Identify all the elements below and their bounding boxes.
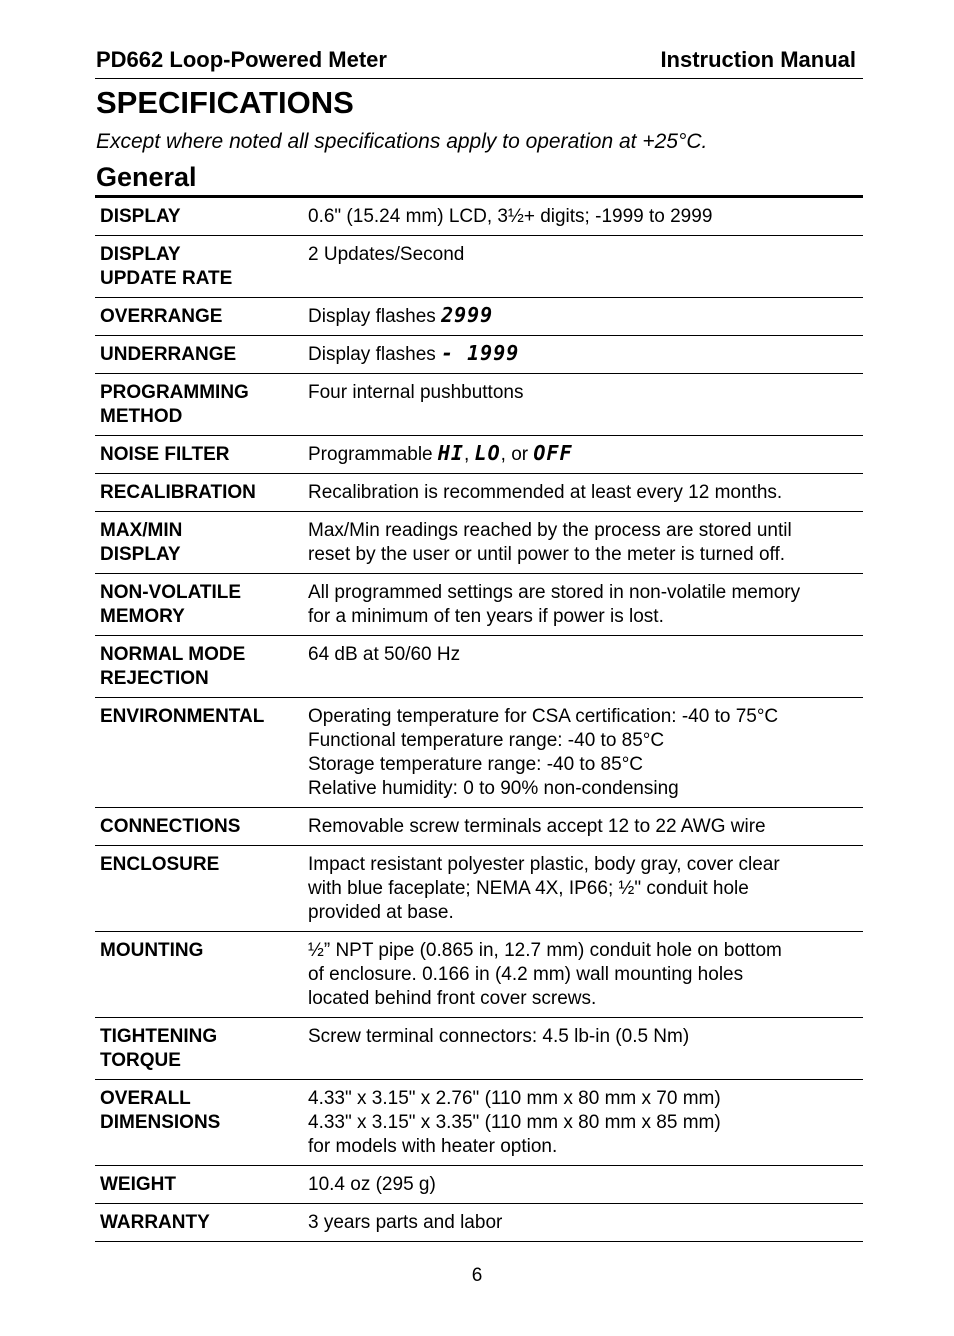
spec-label: RECALIBRATION [100,482,256,503]
spec-value [307,436,863,473]
spec-row [95,336,863,374]
spec-value [307,512,863,573]
section-heading: General [96,162,197,192]
spec-value-line: with blue faceplate; NEMA 4X, IP66; ½" conduit hole [308,878,749,899]
spec-value [307,1080,863,1165]
spec-label: MOUNTING [100,940,204,961]
spec-value-text: Display flashes [308,344,442,365]
spec-row [95,1204,863,1242]
spec-value-line: provided at base. [308,902,454,923]
spec-value-text: , or [500,444,534,465]
lcd-display-text: HI [437,441,464,465]
spec-value-line [308,443,863,467]
spec-value [307,298,863,335]
spec-label: PROGRAMMING METHOD [100,382,249,427]
spec-value-line: 3 years parts and labor [308,1212,503,1233]
spec-value [307,698,863,807]
page-number: 6 [471,1265,483,1286]
spec-row [95,846,863,932]
spec-value [307,1204,863,1241]
spec-value [307,336,863,373]
spec-label: CONNECTIONS [100,816,241,837]
page-subtitle: Except where noted all specifications apply to operation at +25°C. [96,130,708,153]
spec-value-line: ½” NPT pipe (0.865 in, 12.7 mm) conduit hole on bottom [308,940,782,961]
spec-label: ENVIRONMENTAL [100,706,265,727]
spec-value [307,636,863,697]
spec-row [95,636,863,698]
spec-row [95,932,863,1018]
spec-label: NORMAL MODE REJECTION [100,644,246,689]
spec-row [95,512,863,574]
spec-value-line: 2 Updates/Second [308,244,465,265]
spec-label: NOISE FILTER [100,444,230,465]
spec-value [307,574,863,635]
spec-value-line: Screw terminal connectors: 4.5 lb-in (0.5 Nm) [308,1026,690,1047]
spec-label: DISPLAY UPDATE RATE [100,244,233,289]
spec-value-line: All programmed settings are stored in non-volatile memory [308,582,801,603]
spec-row [95,574,863,636]
spec-value-line: Removable screw terminals accept 12 to 22 AWG wire [308,816,766,837]
lcd-display-text: 2999 [441,303,494,327]
spec-label: UNDERRANGE [100,344,237,365]
spec-row [95,374,863,436]
spec-label: OVERRANGE [100,306,223,327]
spec-value-line: Four internal pushbuttons [308,382,524,403]
spec-value-line: 4.33" x 3.15" x 3.35" (110 mm x 80 mm x 85 mm) [308,1112,721,1133]
spec-value-line: 64 dB at 50/60 Hz [308,644,461,665]
spec-value-line: reset by the user or until power to the meter is turned off. [308,544,786,565]
spec-value-line: Recalibration is recommended at least every 12 months. [308,482,783,503]
spec-value-line: 4.33" x 3.15" x 2.76" (110 mm x 80 mm x 70 mm) [308,1088,721,1109]
spec-value-line: 0.6" (15.24 mm) LCD, 3½+ digits; -1999 to 2999 [308,206,713,227]
spec-table [95,195,863,1242]
spec-value-line [308,305,863,329]
page-header [95,46,863,79]
spec-row [95,474,863,512]
spec-value [307,1166,863,1203]
spec-value-line: Functional temperature range: -40 to 85°C [308,730,665,751]
spec-row [95,298,863,336]
spec-label: OVERALL DIMENSIONS [100,1088,221,1133]
spec-value [307,374,863,435]
spec-value-text: , [463,444,475,465]
spec-value [307,198,863,235]
header-product: PD662 Loop-Powered Meter [96,47,387,72]
spec-value-line: for models with heater option. [308,1136,558,1157]
spec-row [95,436,863,474]
spec-row [95,1166,863,1204]
spec-row [95,236,863,298]
spec-value [307,474,863,511]
spec-row [95,698,863,808]
spec-value-line: of enclosure. 0.166 in (4.2 mm) wall mounting holes [308,964,744,985]
spec-value-line: for a minimum of ten years if power is lost. [308,606,664,627]
spec-value [307,808,863,845]
lcd-display-text: - 1999 [441,341,520,365]
spec-row [95,198,863,236]
spec-value-line: Relative humidity: 0 to 90% non-condensing [308,778,679,799]
spec-value [307,846,863,931]
spec-value-text: Programmable [308,444,438,465]
spec-label: MAX/MIN DISPLAY [100,520,183,565]
spec-row [95,1080,863,1166]
spec-value-line: Operating temperature for CSA certification: -40 to 75°C [308,706,779,727]
spec-row [95,808,863,846]
spec-value-line: Impact resistant polyester plastic, body gray, cover clear [308,854,780,875]
spec-label: WEIGHT [100,1174,176,1195]
spec-value [307,932,863,1017]
spec-value-line: located behind front cover screws. [308,988,597,1009]
spec-row [95,1018,863,1080]
spec-value [307,1018,863,1079]
spec-label: WARRANTY [100,1212,210,1233]
spec-value-line [308,343,863,367]
lcd-display-text: LO [474,441,501,465]
spec-value-line: 10.4 oz (295 g) [308,1174,436,1195]
spec-value [307,236,863,297]
lcd-display-text: OFF [533,441,573,465]
spec-value-line: Storage temperature range: -40 to 85°C [308,754,644,775]
spec-value-text: Display flashes [308,306,442,327]
spec-label: NON-VOLATILE MEMORY [100,582,242,627]
spec-label: ENCLOSURE [100,854,220,875]
page-title: SPECIFICATIONS [96,85,354,120]
spec-label: TIGHTENING TORQUE [100,1026,218,1071]
header-doc-type: Instruction Manual [660,47,856,72]
spec-label: DISPLAY [100,206,181,227]
spec-value-line: Max/Min readings reached by the process are stored until [308,520,792,541]
